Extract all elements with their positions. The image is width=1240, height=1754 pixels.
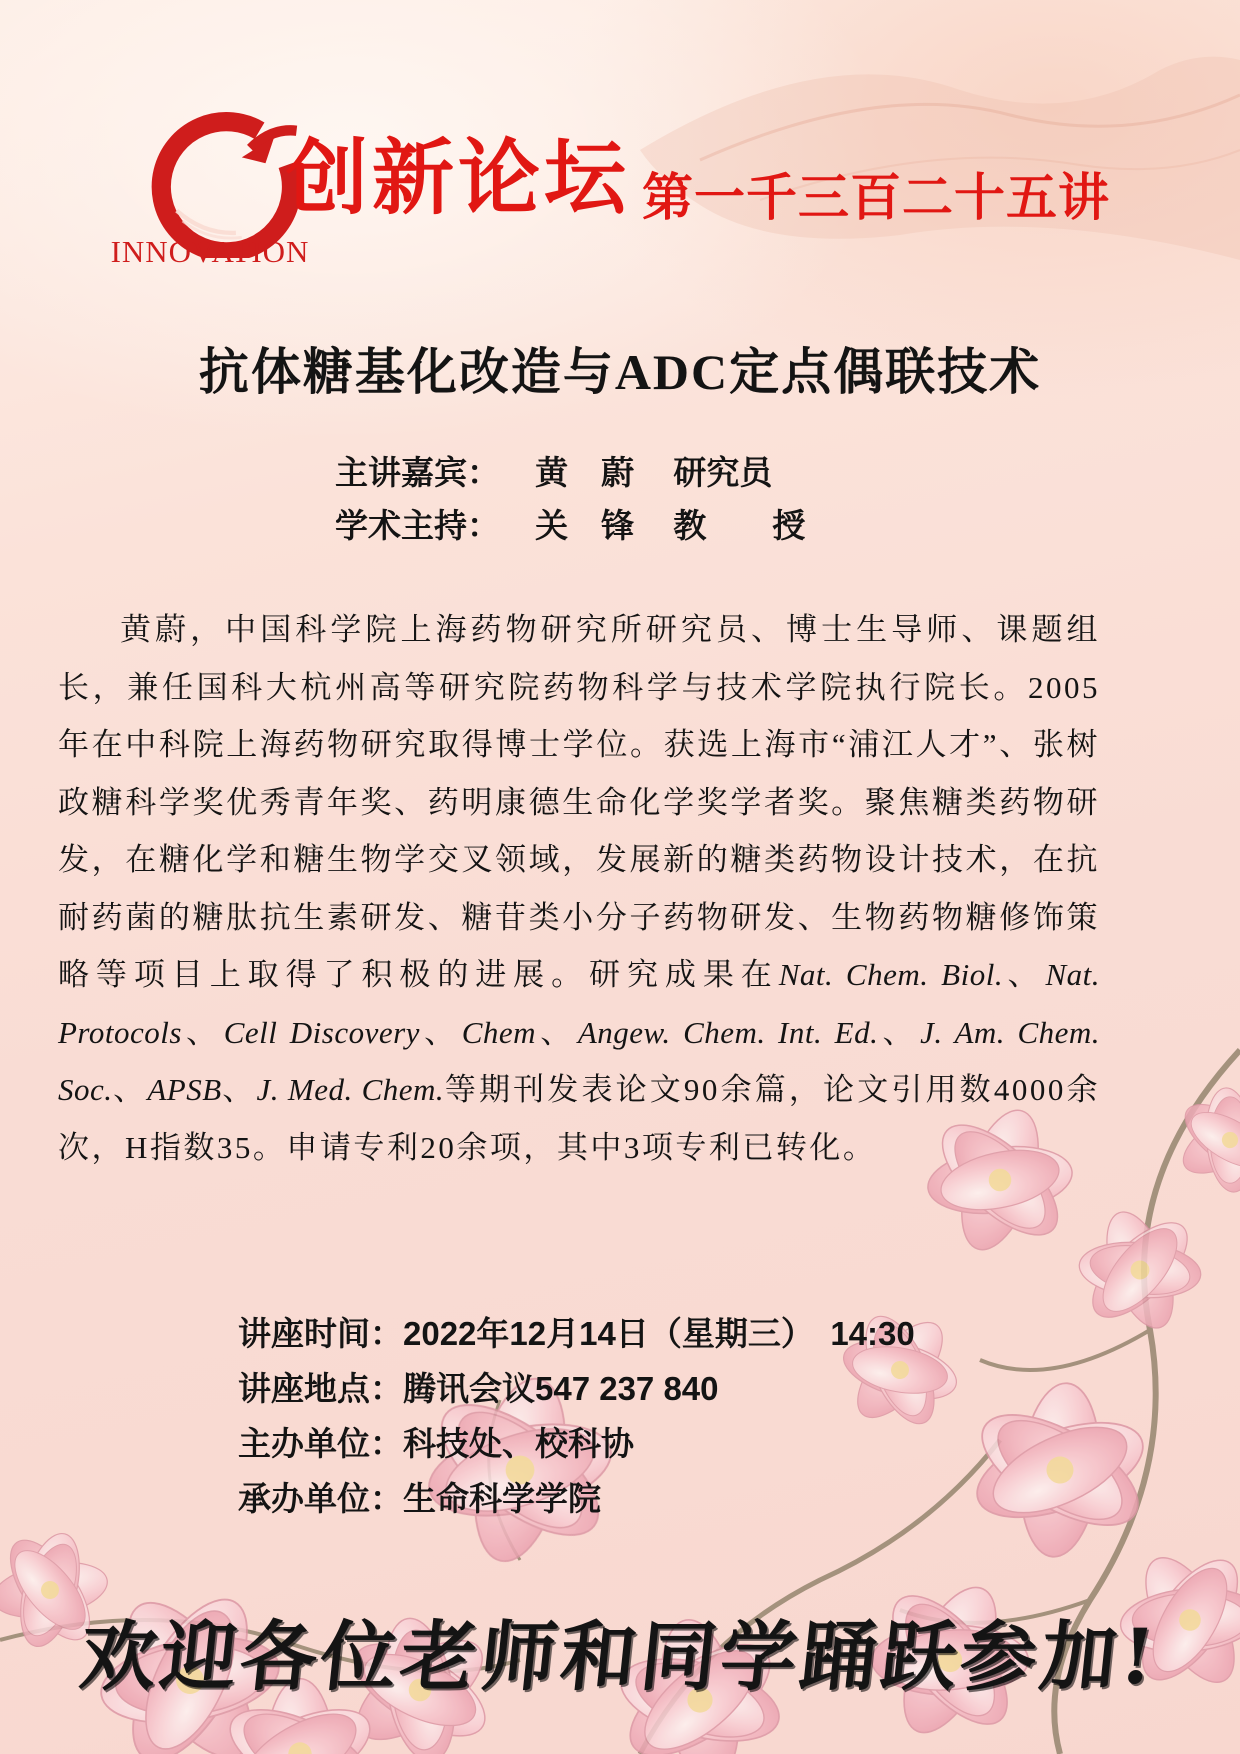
detail-row-time [238, 1306, 915, 1361]
detail-label: 讲座时间： [238, 1315, 403, 1352]
logo-wordmark: INNOVATION [110, 234, 310, 269]
detail-label: 承办单位： [238, 1480, 403, 1517]
detail-row-organizer [238, 1416, 915, 1471]
welcome-message: 欢迎各位老师和同学踊跃参加! [76, 1612, 1163, 1701]
detail-label: 讲座地点： [238, 1370, 403, 1407]
speaker-biography: 黄蔚，中国科学院上海药物研究所研究员、博士生导师、课题组长，兼任国科大杭州高等研究院药物科学与技术学院执行院长。2005年在中科院上海药物研究取得博士学位。获选上海市“浦江人才”、张树政糖科学奖优秀青年奖、药明康德生命化学奖学者奖。聚焦糖类药物研发，在糖化学和糖生物学交叉领域，发展新的糖类药物设计技术，在抗耐药菌的糖肽抗生素研发、糖苷类小分子药物研发、生物药物糖修饰策略等项目上取得了积极的进展。研究成果在Nat. Chem. Biol.、Nat. Protocols、Cell Discovery、Chem、Angew. Chem. Int. Ed.、J. Am. Chem. Soc.、APSB、J. Med. Chem.等期刊发表论文90余篇，论文引用数4000余次，H指数35。申请专利20余项，其中3项专利已转化。 [58, 612, 1101, 1165]
lecture-title: 抗体糖基化改造与ADC定点偶联技术 [198, 344, 1042, 400]
speakers-block [335, 446, 805, 552]
speaker-row-guest [335, 446, 805, 499]
host-label: 学术主持： [335, 507, 500, 544]
host-name: 关 锋 [535, 507, 635, 544]
detail-value: 2022年12月14日（星期三） 14:30 [403, 1315, 915, 1352]
speaker-title: 研究员 [673, 454, 773, 491]
speaker-row-host [335, 499, 805, 552]
detail-label: 主办单位： [238, 1425, 403, 1462]
detail-row-location [238, 1361, 915, 1416]
detail-value: 科技处、校科协 [403, 1425, 634, 1462]
speaker-label: 主讲嘉宾： [335, 454, 500, 491]
speaker-name: 黄 蔚 [535, 454, 635, 491]
lecture-number: 第一千三百二十五讲 [642, 169, 1111, 226]
detail-value: 腾讯会议547 237 840 [403, 1370, 719, 1407]
detail-value: 生命科学学院 [403, 1480, 601, 1517]
detail-row-co-organizer [238, 1471, 915, 1526]
forum-title: 创新论坛 [286, 133, 631, 224]
lecture-details-block [238, 1306, 915, 1526]
host-title: 教 授 [673, 507, 806, 544]
